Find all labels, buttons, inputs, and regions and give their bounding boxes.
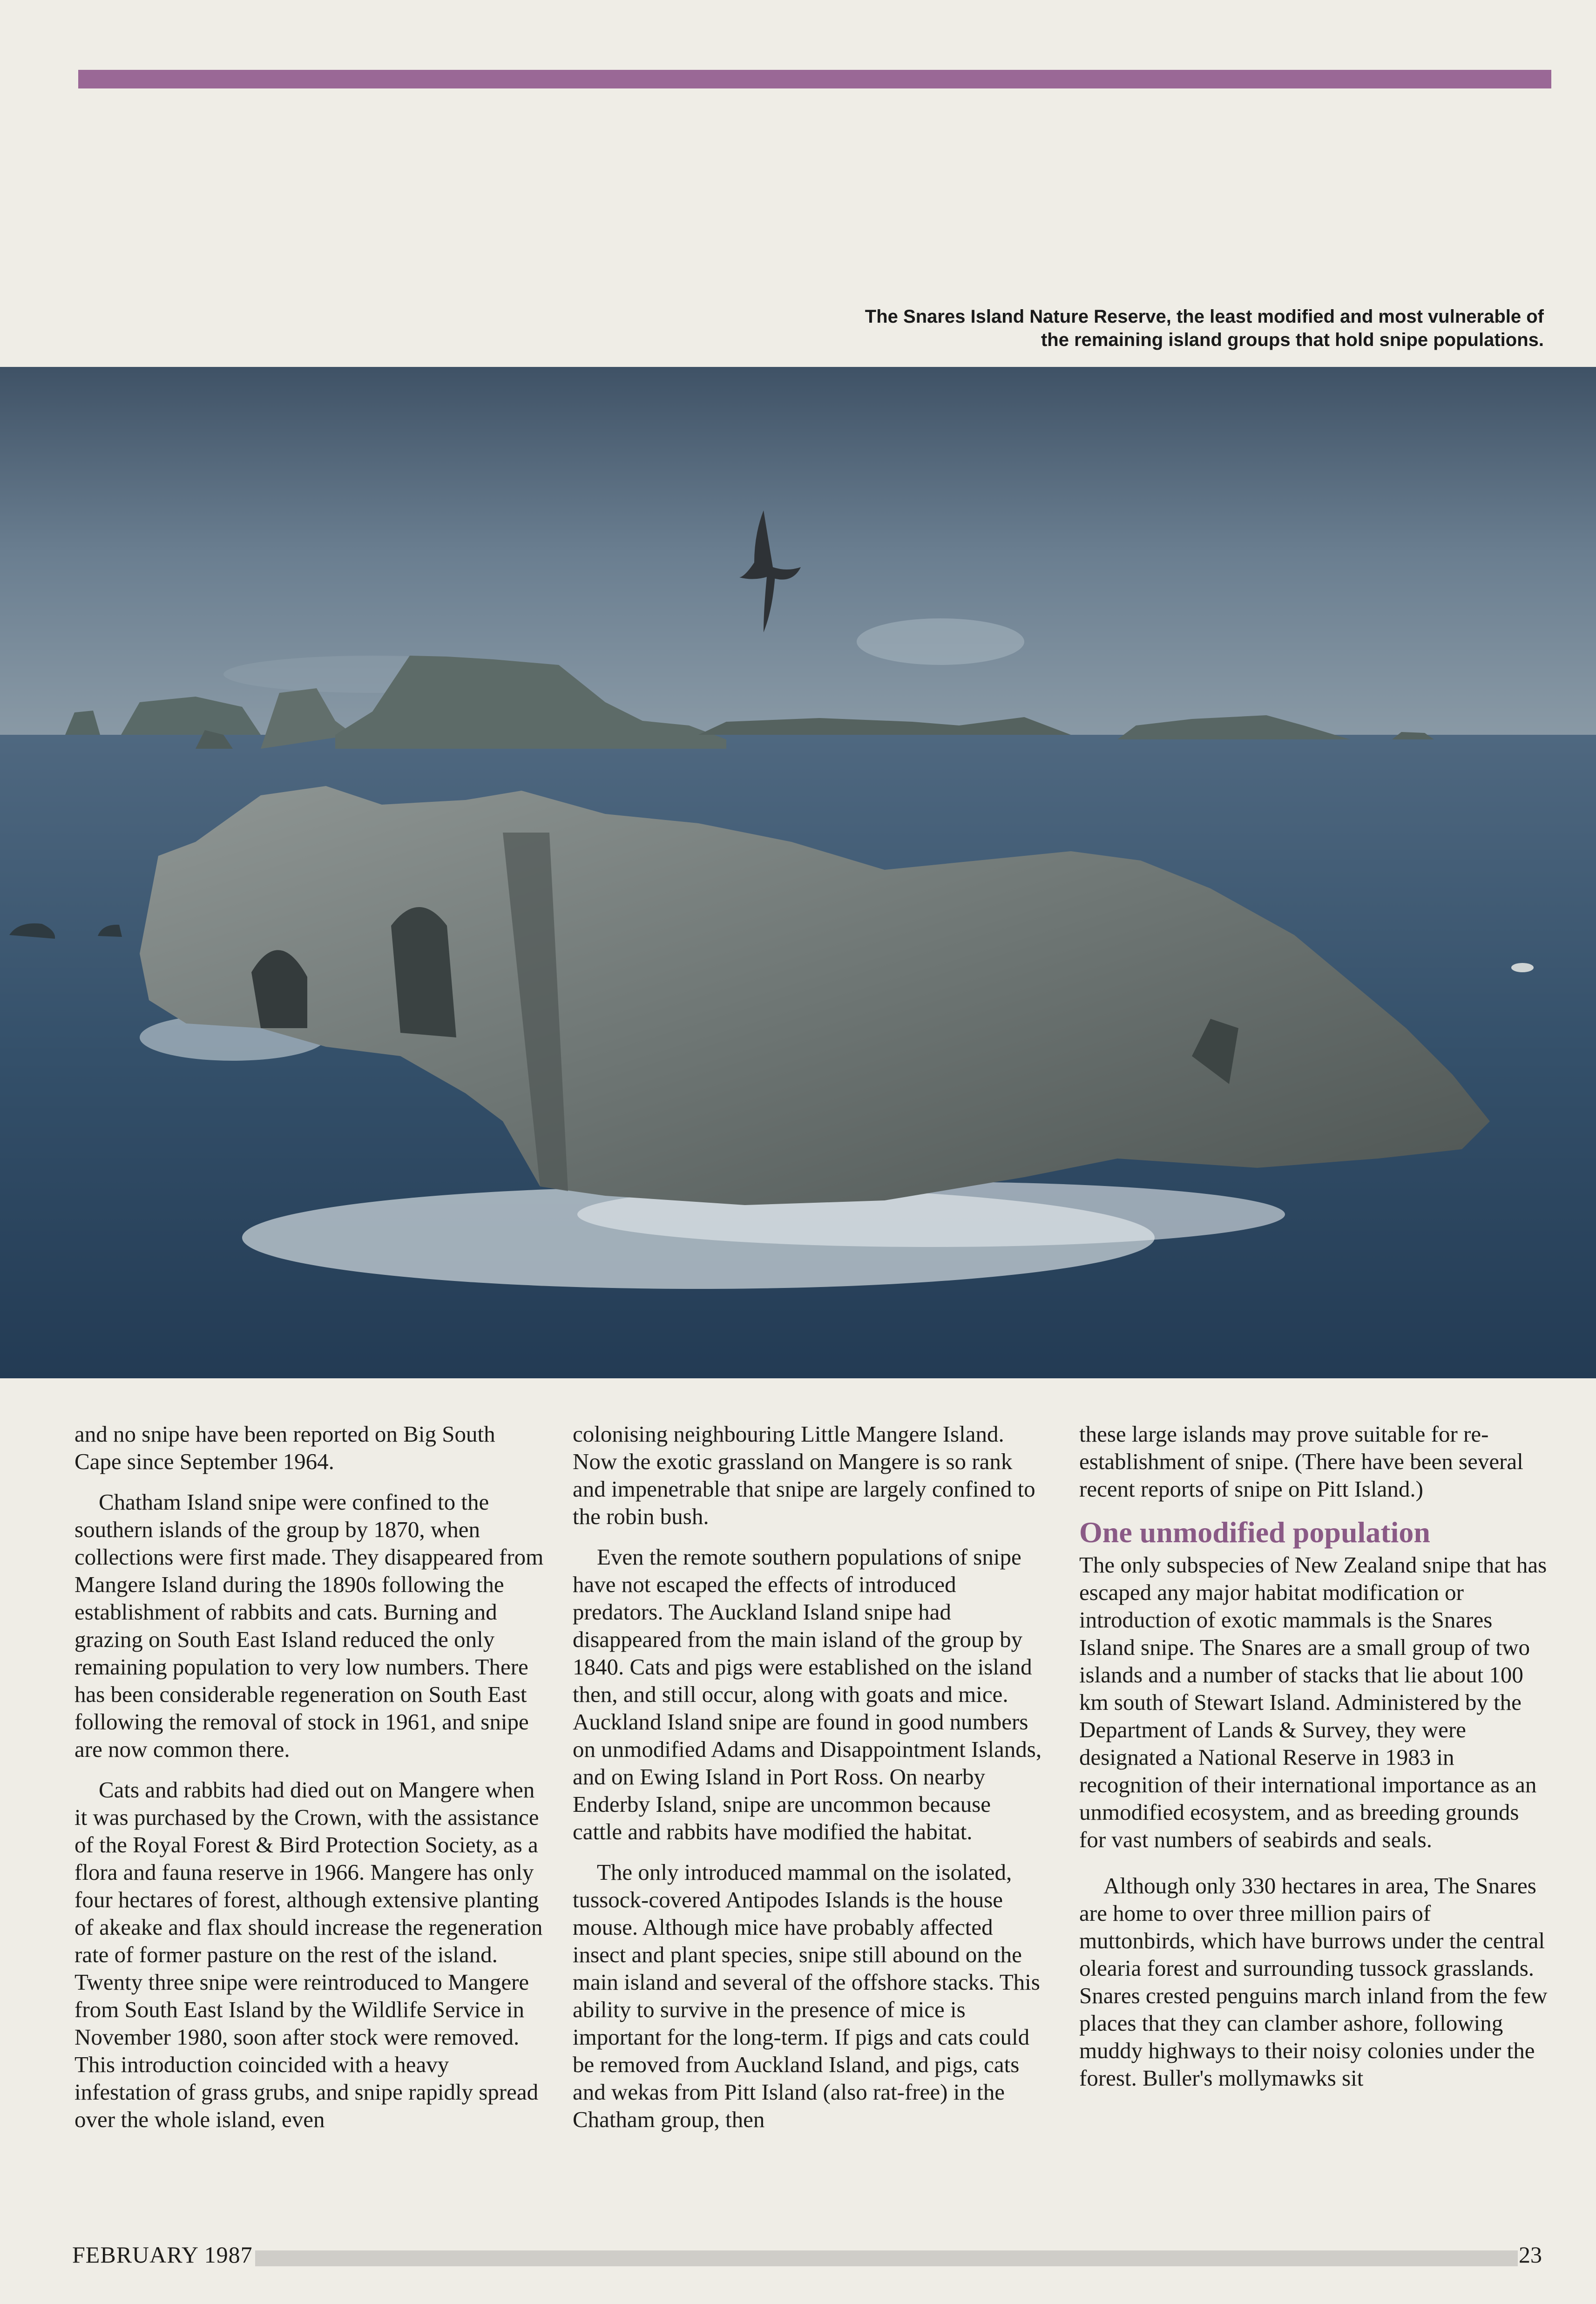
sky (0, 367, 1596, 739)
paragraph: and no snipe have been reported on Big South Cape since September 1964. (74, 1421, 495, 1474)
top-accent-bar (78, 70, 1551, 88)
cloud (857, 618, 1024, 665)
footer-rule (255, 2250, 1518, 2266)
caption-line-1: The Snares Island Nature Reserve, the least modified and most vulnerable of (865, 306, 1544, 327)
text-column-2 (573, 1420, 1043, 2146)
section-heading: One unmodified population (1079, 1516, 1430, 1549)
caption-line-2: the remaining island groups that hold snipe populations. (1041, 330, 1544, 350)
island-photo (0, 367, 1596, 1378)
issue-date: FEBRUARY 1987 (72, 2242, 253, 2268)
paragraph: colonising neighbouring Little Mangere Island. Now the exotic grassland on Mangere is so rank and impenetrable that snipe are largely confined to the robin bush. (573, 1421, 1035, 1529)
paragraph: The only subspecies of New Zealand snipe that has escaped any major habitat modification or introduction of exotic mammals is the Snares Island snipe. The Snares are a small group of two islands and a number of stacks that lie about 100 km south of Stewart Island. Administered by the Department of Lands & Survey, they were designated a National Reserve in 1983 in recognition of their international importance as an unmodified ecosystem, and as breeding grounds for vast numbers of seabirds and seals. (1079, 1552, 1547, 1852)
gull (1511, 963, 1534, 972)
paragraph: The only introduced mammal on the isolated, tussock-covered Antipodes Islands is the house mouse. Although mice have probably affected insect and plant species, snipe still abound on the main island and several of the offshore stacks. This ability to survive in the presence of mice is important for the long-term. If pigs and cats could be removed from Auckland Island, and pigs, cats and wekas from Pitt Island (also rat-free) in the Chatham group, then (573, 1859, 1040, 2132)
photo-caption (613, 305, 1544, 352)
paragraph: Cats and rabbits had died out on Mangere when it was purchased by the Crown, with the assistance of the Royal Forest & Bird Protection Society, as a flora and fauna reserve in 1966. Mangere has only four hectares of forest, although extensive planting of akeake and flax should increase the regeneration rate of former pasture on the rest of the island. Twenty three snipe were reintroduced to Mangere from South East Island by the Wildlife Service in November 1980, soon after stock were removed. This introduction coincided with a heavy infestation of grass grubs, and snipe rapidly spread over the whole island, even (74, 1777, 543, 2132)
paragraph: these large islands may prove suitable for re-establishment of snipe. (There have been several recent reports of snipe on Pitt Island.) (1079, 1421, 1523, 1502)
paragraph: Although only 330 hectares in area, The Snares are home to over three million pairs of muttonbirds, which have burrows under the central olearia forest and surrounding tussock grasslands. Snares crested penguins march inland from the few places that they can clamber ashore, following muddy highways to their noisy colonies under the forest. Buller's mollymawks sit (1079, 1873, 1548, 2091)
paragraph: Chatham Island snipe were confined to the southern islands of the group by 1870, when collections were first made. They disappeared from Mangere Island during the 1890s following the establishment of rabbits and cats. Burning and grazing on South East Island reduced the only remaining population to very low numbers. There has been considerable regeneration on South East following the removal of stock in 1961, and snipe are now common there. (74, 1489, 544, 1762)
text-column-3 (1079, 1420, 1549, 2105)
sea-arch (391, 907, 456, 1037)
text-column-1 (74, 1420, 545, 2146)
paragraph: Even the remote southern populations of snipe have not escaped the effects of introduced predators. The Auckland Island snipe had disappeared from the main island of the group by 1840. Cats and pigs were established on the island then, and still occur, along with goats and mice. Auckland Island snipe are found in good numbers on unmodified Adams and Disappointment Islands, and on Ewing Island in Port Ross. On nearby Enderby Island, snipe are uncommon because cattle and rabbits have modified the habitat. (573, 1544, 1042, 1844)
page-number: 23 (1519, 2242, 1542, 2268)
